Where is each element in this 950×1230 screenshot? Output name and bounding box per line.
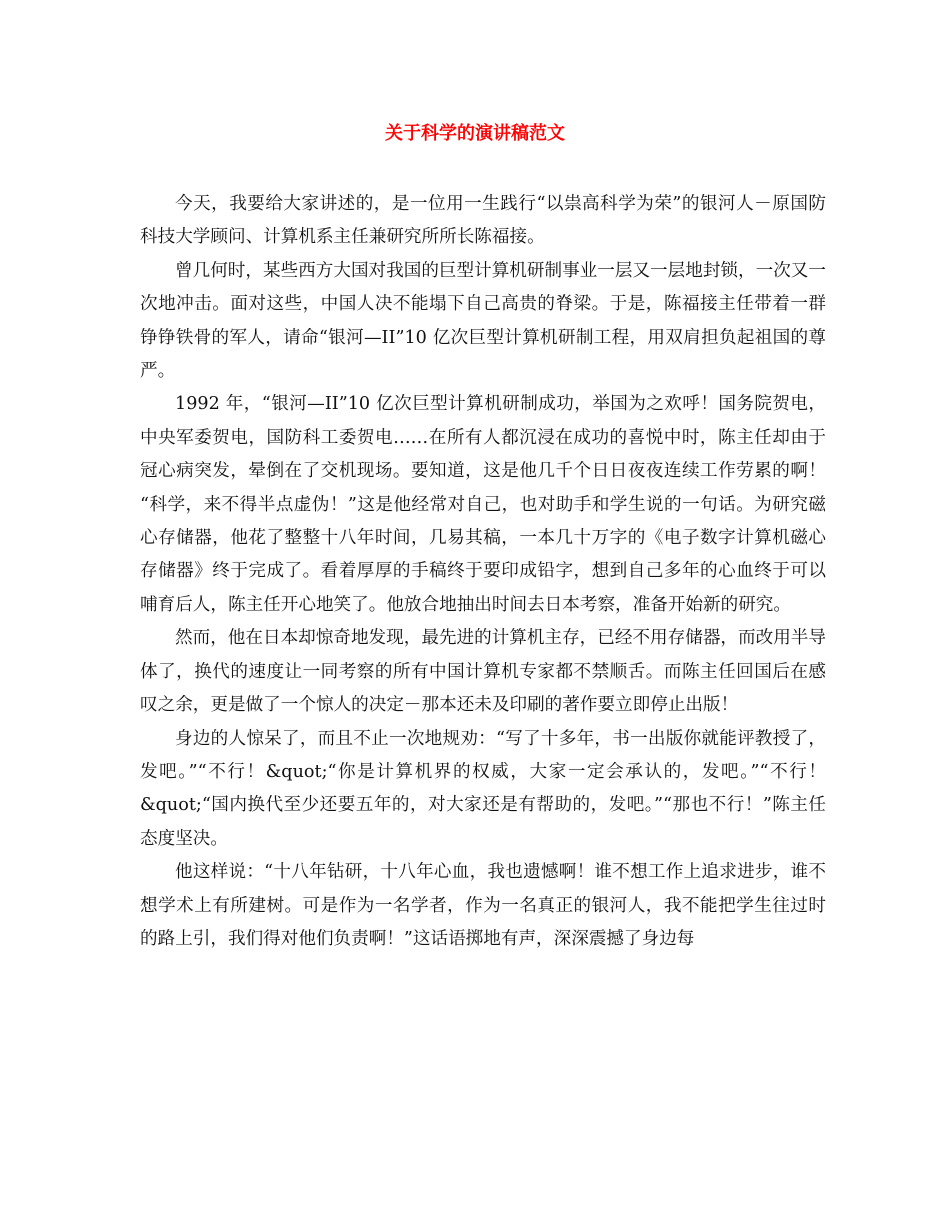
paragraph: 他这样说：“十八年钻研，十八年心血，我也遗憾啊！谁不想工作上追求进步，谁不想学术上有所建树。可是作为一名学者，作为一名真正的银河人，我不能把学生往过时的路上引，我们得对他们负责啊！”这话语掷地有声，深深震撼了身边每	[140, 862, 826, 949]
paragraph: 然而，他在日本却惊奇地发现，最先进的计算机主存，已经不用存储器，而改用半导体了，换代的速度让一同考察的所有中国计算机专家都不禁顺舌。而陈主任回国后在感叹之余，更是做了一个惊人的决定－那本还未及印刷的著作要立即停止出版！	[140, 628, 826, 716]
paragraph: 今天，我要给大家讲述的，是一位用一生践行“以祟高科学为荣”的银河人－原国防科技大学顾问、计算机系主任兼研究所所长陈福接。	[140, 194, 826, 248]
document-body	[140, 188, 826, 956]
document-title: 关于科学的演讲稿范文	[385, 123, 565, 144]
paragraph: 曾几何时，某些西方大国对我国的巨型计算机研制事业一层又一层地封锁，一次又一次地冲击。面对这些，中国人决不能塌下自己高贵的脊梁。于是，陈福接主任带着一群铮铮铁骨的军人，请命“银河—II”10 亿次巨型计算机研制工程，用双肩担负起祖国的尊严。	[140, 260, 826, 382]
paragraph: 身边的人惊呆了，而且不止一次地规劝：“写了十多年，书一出版你就能评教授了，发吧。”“不行！&quot;“你是计算机界的权威，大家一定会承认的，发吧。”“不行！&quot;“国内换代至少还要五年的，对大家还是有帮助的，发吧。”“那也不行！”陈主任态度坚决。	[140, 728, 826, 849]
paragraph: 1992 年，“银河—II”10 亿次巨型计算机研制成功，举国为之欢呼！国务院贺电，中央军委贺电，国防科工委贺电……在所有人都沉浸在成功的喜悦中时，陈主任却由于冠心病突发，晕倒在了交机现场。要知道，这是他几千个日日夜夜连续工作劳累的啊！ “科学，来不得半点虚伪！”这是他经常对自己，也对助手和学生说的一句话。为研究磁心存储器，他花了整整十八年时间，几易其稿，一本几十万字的《电子数字计算机磁心存储器》终于完成了。看着厚厚的手稿终于要印成铅字，想到自己多年的心血终于可以哺育后人，陈主任开心地笑了。他放合地抽出时间去日本考察，准备开始新的研究。	[140, 394, 826, 615]
